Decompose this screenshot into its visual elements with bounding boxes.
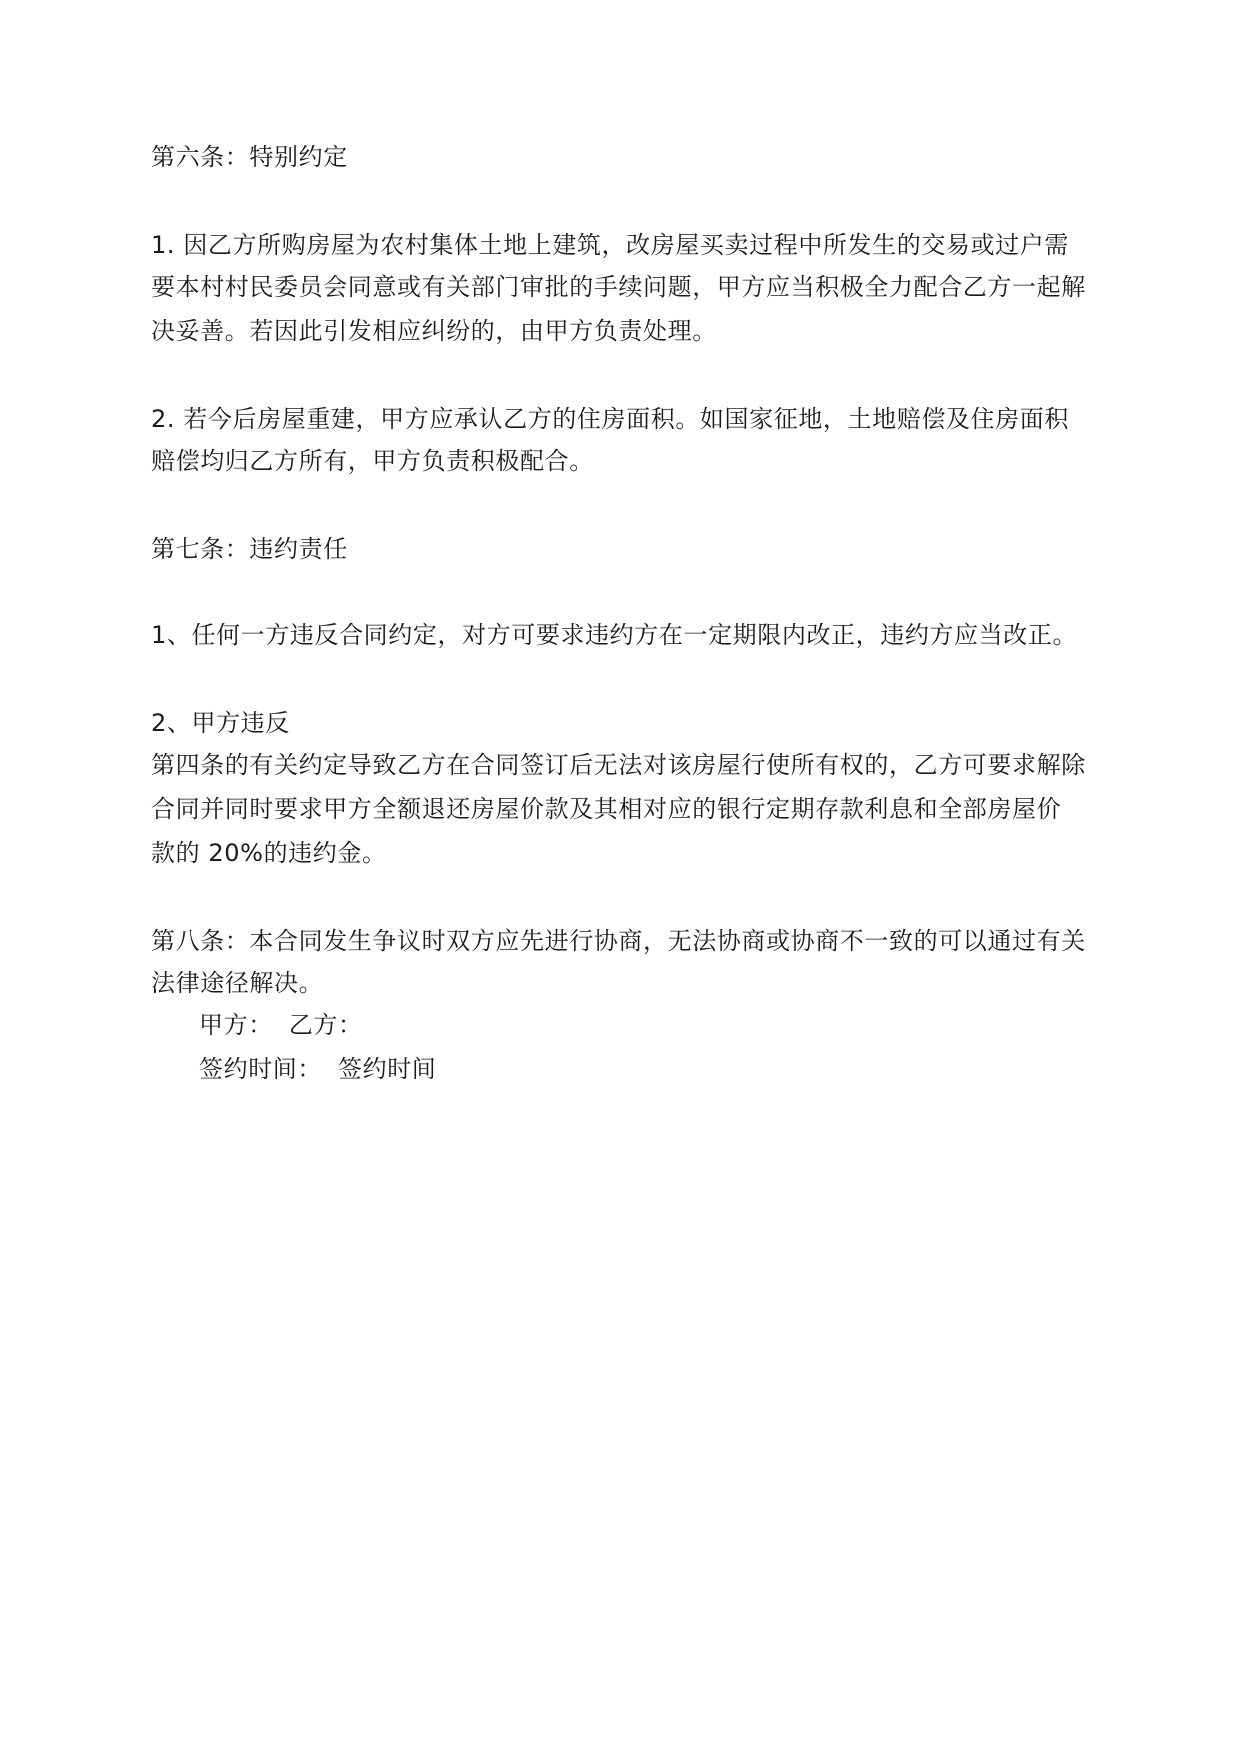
- signature-parties: [199, 1010, 363, 1040]
- article6-item1-line2: 要本村村民委员会同意或有关部门审批的手续问题，甲方应当积极全力配合乙方一起解: [151, 273, 1086, 301]
- article6-item1-line1: 1. 因乙方所购房屋为农村集体土地上建筑，改房屋买卖过程中所发生的交易或过户需: [151, 231, 1069, 259]
- article8-line2: 法律途径解决。: [151, 969, 324, 997]
- party-b-label: 乙方：: [288, 1011, 363, 1039]
- article7-item2-line3: 合同并同时要求甲方全额退还房屋价款及其相对应的银行定期存款利息和全部房屋价: [151, 795, 1062, 823]
- article6-item1-line3: 决妥善。若因此引发相应纠纷的，由甲方负责处理。: [151, 317, 717, 345]
- article6-heading: 第六条：特别约定: [151, 143, 348, 171]
- party-a-label: 甲方：: [199, 1011, 273, 1039]
- article7-item1-line1: 1、任何一方违反合同约定，对方可要求违约方在一定期限内改正，违约方应当改正。: [151, 621, 1078, 649]
- article7-item2-line2: 第四条的有关约定导致乙方在合同签订后无法对该房屋行使所有权的，乙方可要求解除: [151, 751, 1086, 779]
- article6-item2-line1: 2. 若今后房屋重建，甲方应承认乙方的住房面积。如国家征地，土地赔偿及住房面积: [151, 405, 1069, 433]
- sign-time-a-label: 签约时间：: [199, 1055, 322, 1083]
- article6-item2-line2: 赔偿均归乙方所有，甲方负责积极配合。: [151, 447, 594, 475]
- article7-heading: 第七条：违约责任: [151, 535, 348, 563]
- signature-times: [199, 1054, 436, 1084]
- article7-item2-line1: 2、甲方违反: [151, 709, 290, 737]
- article7-item2-line4: 款的 20%的违约金。: [151, 839, 387, 867]
- article8-line1: 第八条：本合同发生争议时双方应先进行协商，无法协商或协商不一致的可以通过有关: [151, 927, 1086, 955]
- sign-time-b-label: 签约时间: [338, 1055, 437, 1083]
